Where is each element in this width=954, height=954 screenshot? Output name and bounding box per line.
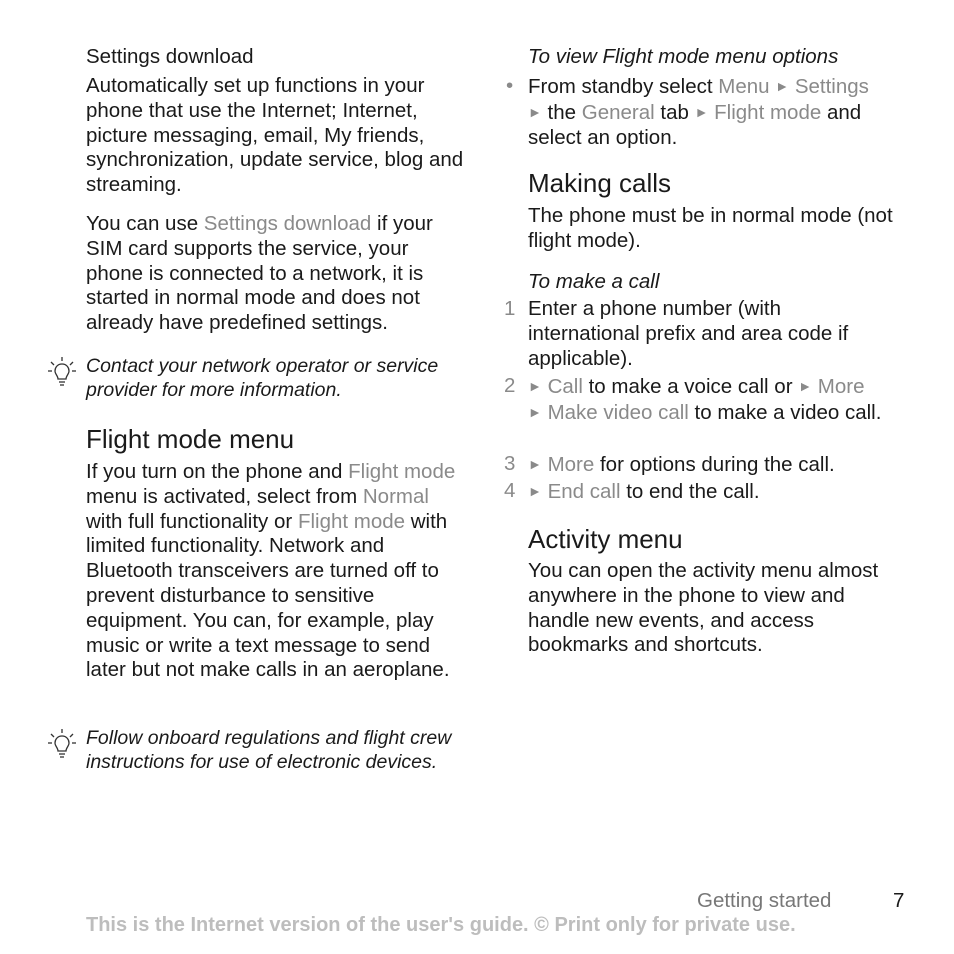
arrow-right-icon: ►: [798, 378, 813, 394]
arrow-right-icon: ►: [528, 378, 542, 394]
step-number: 3: [504, 452, 516, 475]
lightbulb-icon: [47, 356, 77, 388]
settings-download-link: Settings download: [203, 212, 372, 235]
step-1: 1 Enter a phone number (with international prefix and area code if applicable).: [504, 297, 849, 370]
arrow-right-icon: ►: [775, 78, 790, 94]
step-number: 1: [504, 297, 516, 320]
arrow-right-icon: ►: [528, 456, 542, 472]
tip-note-1: Contact your network operator or service provider for more information.: [86, 355, 439, 401]
flight-mode-heading: Flight mode menu: [86, 424, 295, 454]
bullet: •: [506, 74, 514, 97]
activity-menu-heading: Activity menu: [528, 524, 683, 554]
arrow-right-icon: ►: [694, 103, 709, 120]
page-number: 7: [893, 889, 905, 912]
step-3: 3 ► More for options during the call.: [504, 452, 835, 476]
arrow-right-icon: ►: [528, 103, 542, 120]
arrow-right-icon: ►: [528, 483, 542, 499]
step-number: 2: [504, 374, 516, 397]
making-calls-para: The phone must be in normal mode (not flight mode).: [528, 204, 893, 252]
arrow-right-icon: ►: [528, 403, 542, 420]
making-calls-heading: Making calls: [528, 168, 672, 198]
step-2: 2 ► Call to make a voice call or ► More ► Make video call to make a video call.: [504, 374, 882, 424]
footer-copyright-note: This is the Internet version of the user's guide. © Print only for private use.: [86, 914, 796, 936]
view-flight-step: • From standby select Menu ► Settings ► the General tab ► Flight mode and select an option.: [506, 74, 869, 149]
step-number: 4: [504, 479, 516, 502]
footer-section-label: Getting started: [697, 889, 832, 912]
flight-mode-para: If you turn on the phone and Flight mode menu is activated, select from Normal with full functionality or Flight mode with limited functionality. Network and Bluetooth transceivers are turned off to prevent disturbance to sensitive equipment. You can, for example, play music or write a text message to send later but not make calls in an aeroplane.: [86, 460, 456, 682]
tip-note-2: Follow onboard regulations and flight crew instructions for use of electronic devices.: [86, 727, 452, 773]
view-flight-heading: To view Flight mode menu options: [528, 45, 839, 68]
settings-download-heading: Settings download: [86, 45, 254, 68]
make-call-heading: To make a call: [528, 270, 660, 293]
lightbulb-icon: [47, 728, 77, 760]
settings-download-para2: You can use Settings download if your SIM card supports the service, your phone is connected to a network, it is started in normal mode and does not already have predefined settings.: [86, 212, 433, 335]
settings-download-para1: Automatically set up functions in your phone that use the Internet; Internet, picture messaging, email, My friends, synchronization, update service, blog and streaming.: [86, 74, 464, 197]
activity-menu-para: You can open the activity menu almost anywhere in the phone to view and handle new events, and access bookmarks and shortcuts.: [528, 559, 879, 657]
step-4: 4 ► End call to end the call.: [504, 479, 760, 503]
